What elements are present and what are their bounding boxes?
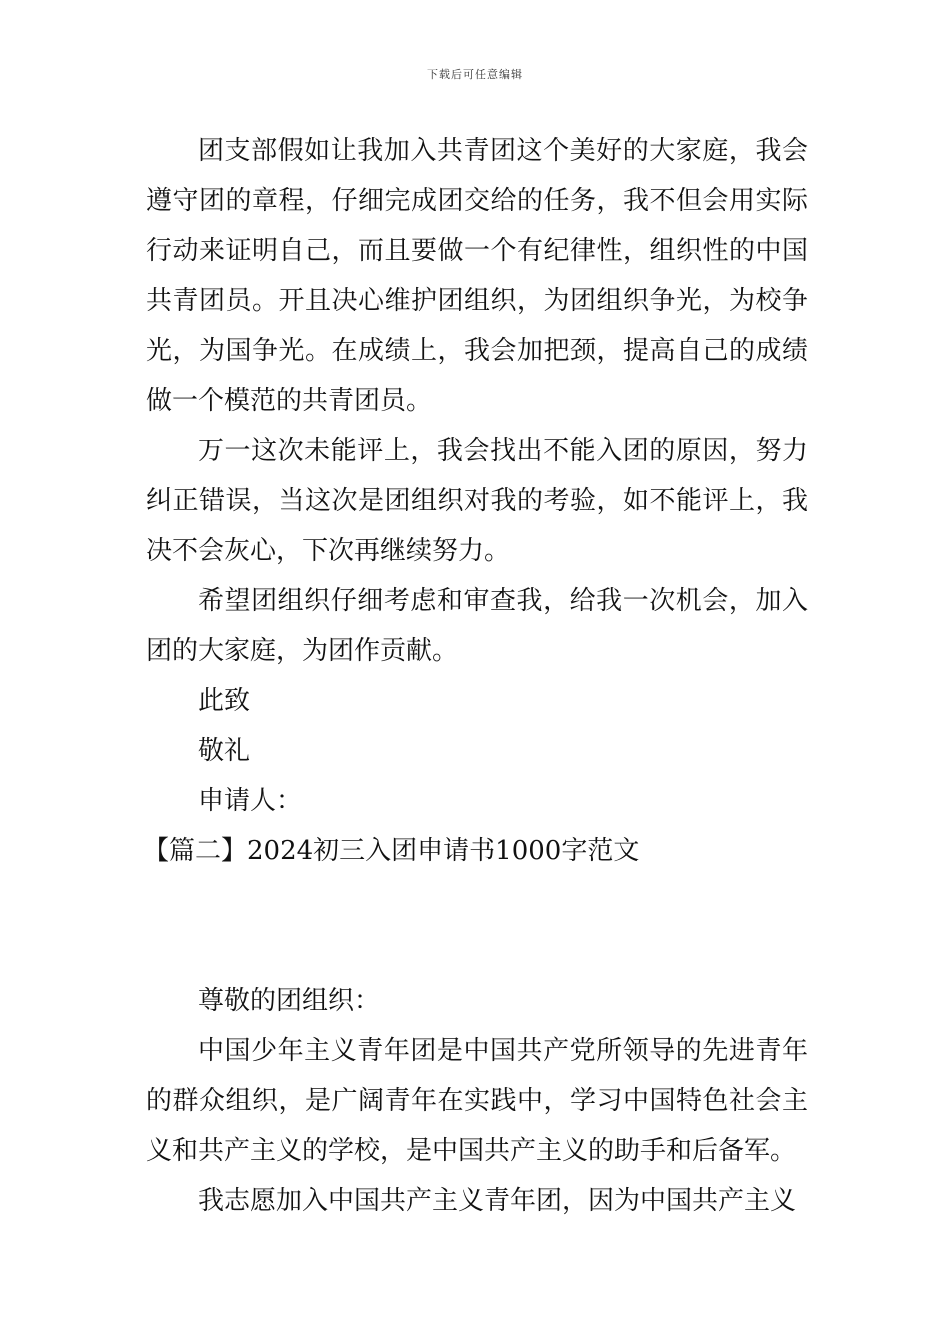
header-note: 下载后可任意编辑 — [427, 68, 523, 81]
closing-cizhi: 此致 — [198, 686, 251, 716]
section-spacer — [146, 876, 808, 976]
closing-jingli: 敬礼 — [198, 736, 251, 766]
paragraph-5: 我志愿加入中国共产主义青年团，因为中国共产主义 — [198, 1186, 797, 1216]
paragraph-2: 万一这次未能评上，我会找出不能入团的原因，努力纠正错误，当这次是团组织对我的考验，如不能评上，我决不会灰心，下次再继续努力。 — [146, 436, 808, 566]
paragraph-3: 希望团组织仔细考虑和审查我，给我一次机会，加入团的大家庭，为团作贡献。 — [146, 586, 808, 666]
paragraph-4: 中国少年主义青年团是中国共产党所领导的先进青年的群众组织，是广阔青年在实践中，学习中国特色社会主义和共产主义的学校，是中国共产主义的助手和后备军。 — [146, 1036, 808, 1166]
signature-line: 申请人： — [198, 786, 303, 816]
section-title: 【篇二】2024初三入团申请书1000字范文 — [143, 836, 640, 866]
document-body — [143, 126, 808, 1226]
salutation: 尊敬的团组织： — [198, 986, 381, 1016]
paragraph-1: 团支部假如让我加入共青团这个美好的大家庭，我会遵守团的章程，仔细完成团交给的任务，我不但会用实际行动来证明自己，而且要做一个有纪律性，组织性的中国共青团员。开且决心维护团组织，为团组织争光，为校争光，为国争光。在成绩上，我会加把颈，提高自己的成绩做一个模范的共青团员。 — [146, 136, 808, 416]
